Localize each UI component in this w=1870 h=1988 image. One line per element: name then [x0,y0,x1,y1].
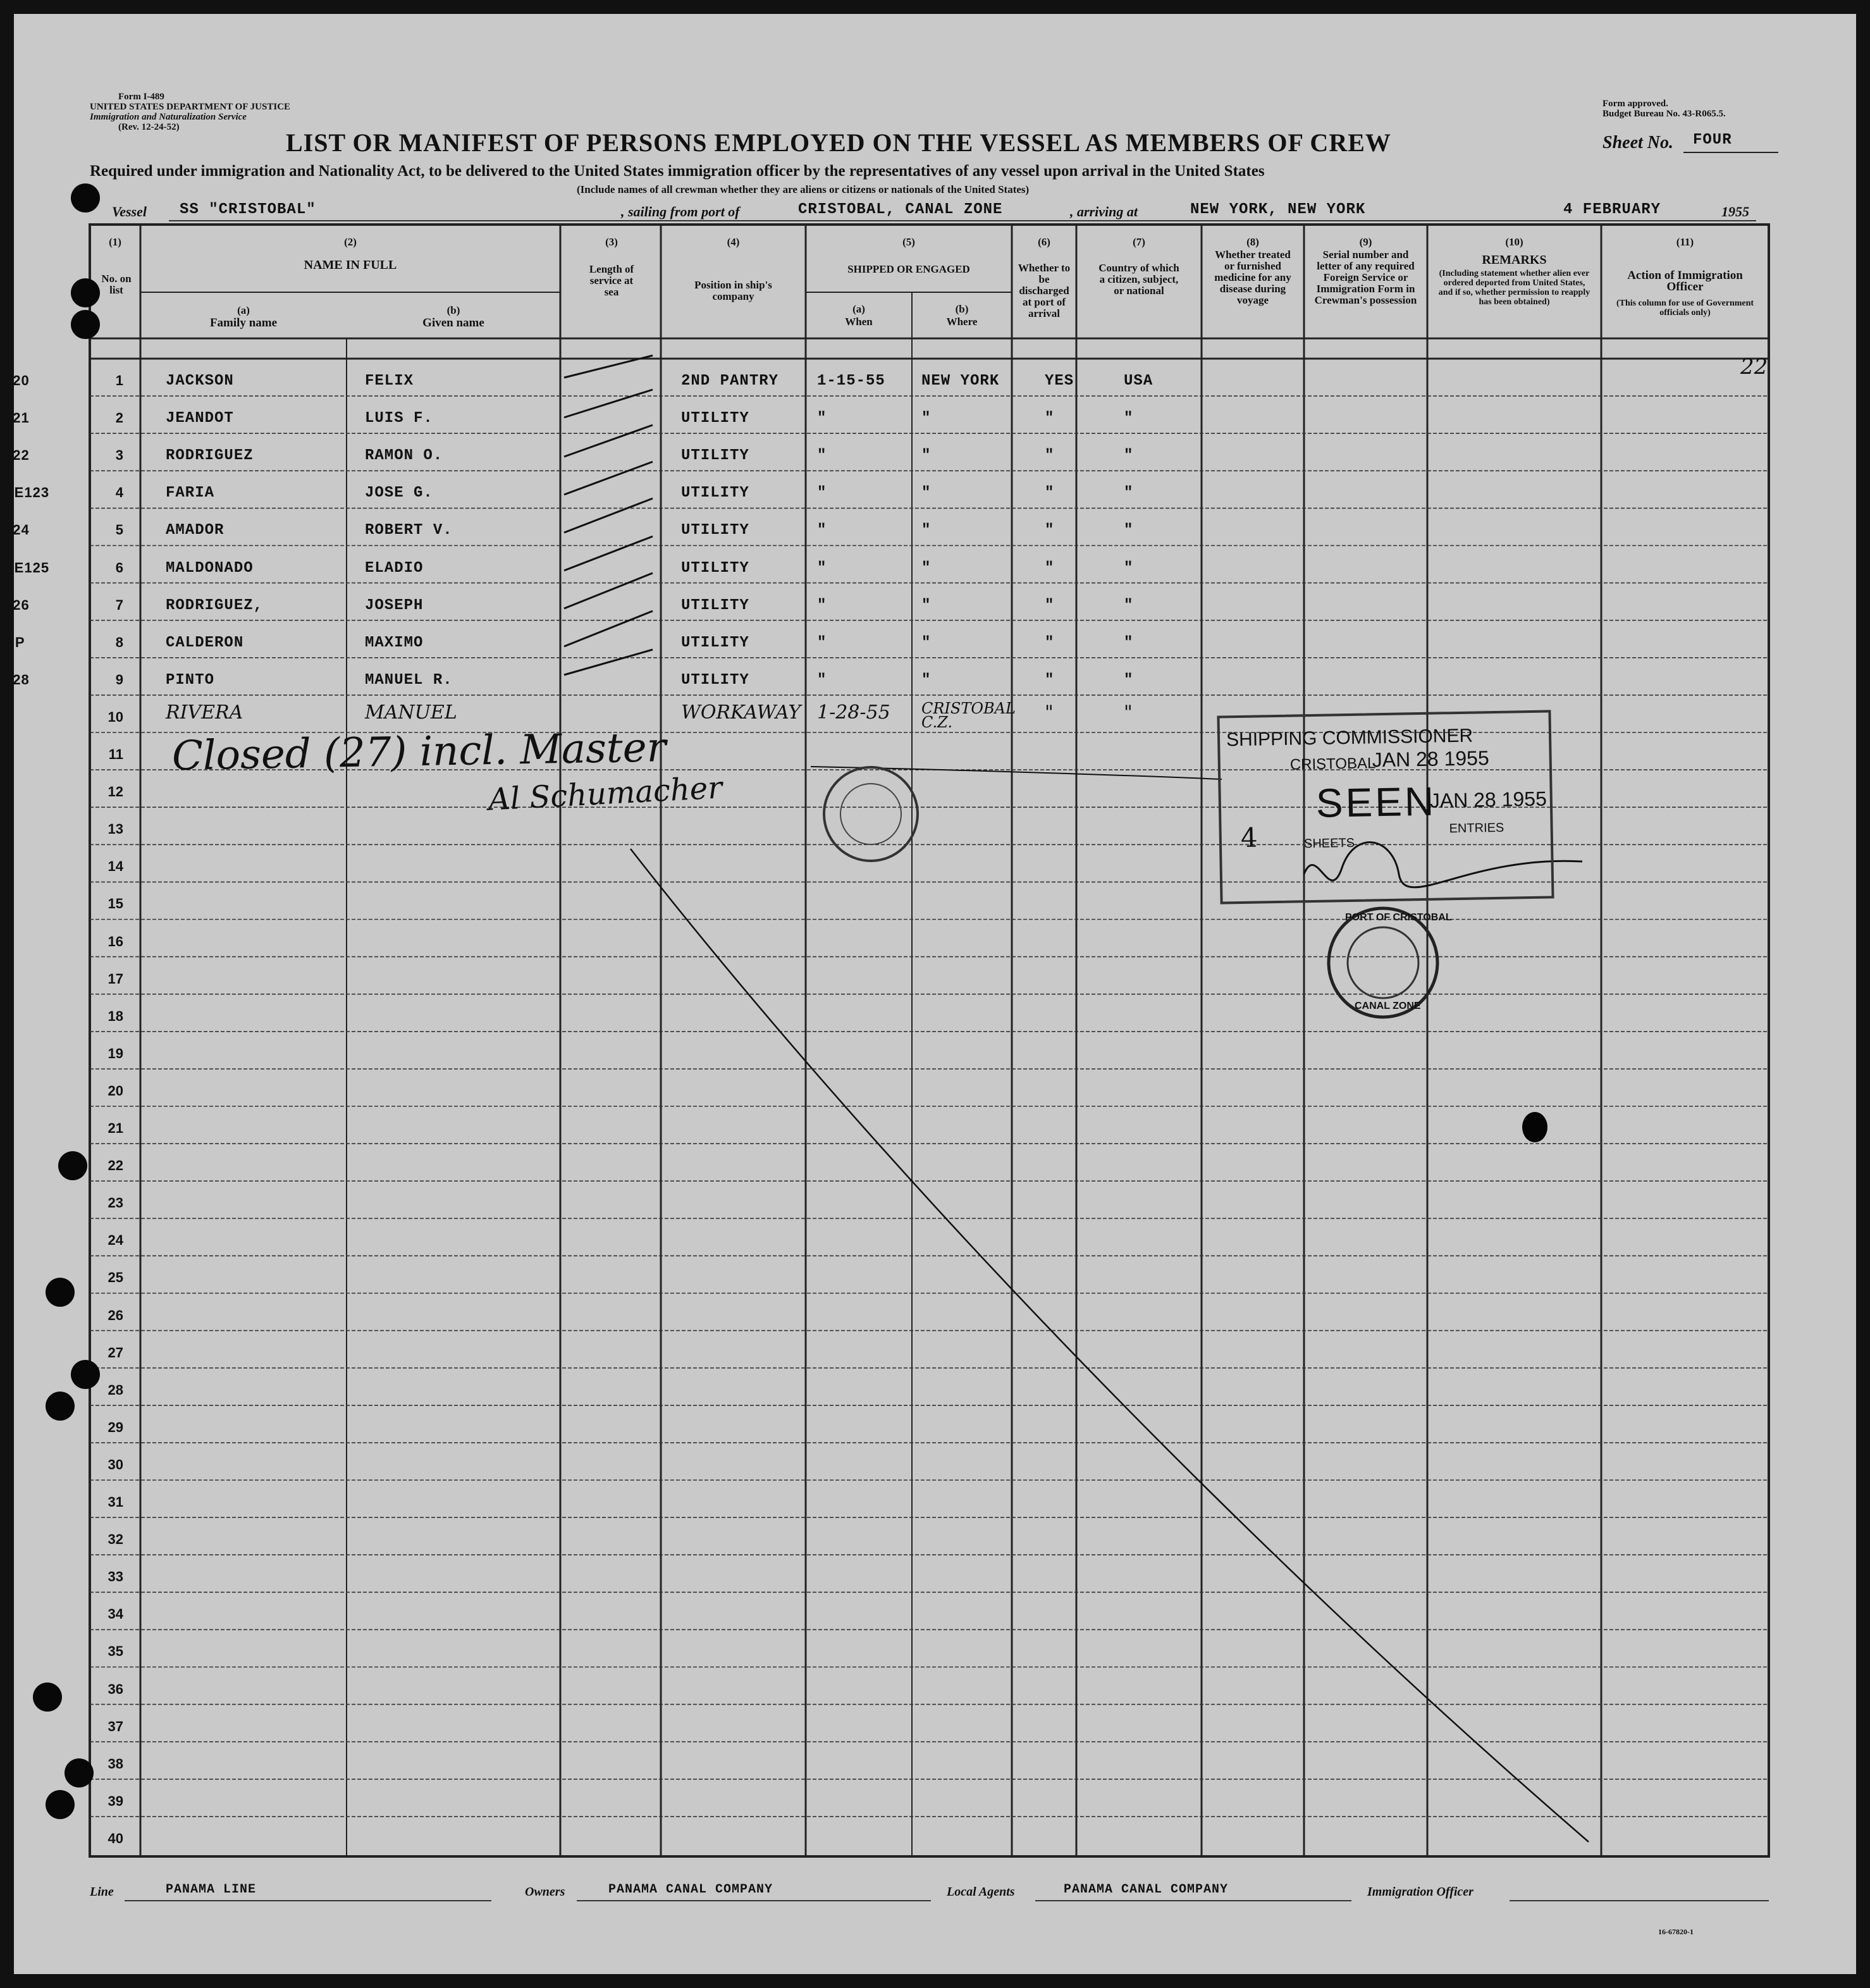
margin-number: NP [4,634,25,650]
punch-hole [46,1790,75,1819]
page-title: LIST OR MANIFEST OF PERSONS EMPLOYED ON THE VESSEL AS MEMBERS OF CREW [286,128,1391,157]
margin-number: 128 [4,671,30,688]
vessel-label: Vessel [112,204,147,219]
position: UTILITY [681,522,749,540]
include-note: (Include names of all crewman whether they are aliens or citizens or nationals of the United States) [577,183,1030,195]
shipped-where: " [921,522,932,540]
family-name: FARIA [166,485,215,502]
footer-agents-label: Local Agents [947,1885,1015,1899]
stamp-sheets-count: 4 [1240,822,1258,854]
position: UTILITY [681,447,749,465]
footer-owners-underline [577,1900,931,1901]
col5b-number: (b) [955,303,969,315]
margin-number: 124 [4,522,30,538]
given-name: ROBERT V. [365,522,453,540]
row-number: 18 [108,1008,123,1024]
punch-hole [71,1360,100,1389]
row-number: 31 [108,1494,123,1510]
col5a-header: When [845,316,873,328]
discharge: " [1045,559,1055,577]
row-number: 29 [108,1419,123,1435]
row-number: 37 [108,1718,123,1734]
discharge: " [1045,671,1055,689]
seal-1 [817,760,925,868]
col9-number: (9) [1359,236,1372,248]
footer-owners-value: PANAMA CANAL COMPANY [608,1882,773,1897]
country: " [1124,522,1134,540]
given-name: JOSE G. [365,485,433,502]
position: WORKAWAY [681,701,801,724]
position: UTILITY [681,596,749,614]
given-name: LUIS F. [365,410,433,428]
col11-header: Action of Immigration Officer [1627,269,1743,293]
sheet-number: FOUR [1693,132,1732,149]
row-number: 28 [108,1381,123,1398]
margin-number: 126 [4,596,30,613]
row-number: 36 [108,1681,123,1697]
position: UTILITY [681,410,749,428]
col2b-number: (b) [446,304,460,316]
shipped-when: " [817,410,827,428]
row-number: 9 [115,671,123,688]
given-name: MAXIMO [365,634,424,651]
seal-text2: CANAL ZONE [1355,1001,1421,1011]
col5-header: SHIPPED OR ENGAGED [847,263,970,275]
family-name: PINTO [166,671,215,689]
agency-line1: UNITED STATES DEPARTMENT OF JUSTICE [90,102,291,112]
row-number: 34 [108,1606,123,1622]
row-number: 6 [115,559,123,576]
position: UTILITY [681,559,749,577]
row-number: 20 [108,1082,123,1099]
punch-hole [71,310,100,339]
footer-agents-underline [1035,1900,1351,1901]
sheet-label: Sheet No. [1602,133,1673,152]
country: " [1124,559,1134,577]
stamp-date2: JAN 28 1955 [1429,787,1547,812]
shipped-where: " [921,671,932,689]
row-number: 16 [108,933,123,949]
punch-hole [46,1278,75,1307]
footer-owners-label: Owners [525,1885,565,1899]
row-number: 3 [115,447,123,464]
sailing-label: , sailing from port of [621,204,740,219]
given-name: FELIX [365,373,414,390]
shipped-where: NEW YORK [921,373,1000,390]
col11-number: (11) [1676,236,1694,248]
shipped-when: " [817,485,827,502]
seal-text1: PORT OF CRISTOBAL [1345,912,1452,923]
col4-header: Position in ship's company [694,279,772,302]
row-number: 12 [108,784,123,800]
country: USA [1124,373,1153,390]
stamp-entries: ENTRIES [1449,820,1504,836]
footer-officer-label: Immigration Officer [1367,1885,1473,1899]
row-number: 22 [108,1158,123,1174]
shipped-where: CRISTOBAL C.Z. [921,699,1016,731]
position: UTILITY [681,485,749,502]
corner-mark: 22 [1740,354,1768,380]
arrival-date: 4 FEBRUARY [1563,201,1661,218]
col10-note: (Including statement whether alien ever ordered deported from United States, and if so, whether permission to reapply has been obtained) [1438,269,1590,307]
shipped-when: " [817,596,827,614]
form-revision: (Rev. 12-24-52) [118,122,180,132]
margin-number: PE125 [4,559,50,576]
row-number: 27 [108,1344,123,1361]
row-number: 17 [108,970,123,987]
row-number: 11 [108,746,123,762]
col5-number: (5) [902,236,915,248]
stamp-seen: SEEN [1315,778,1437,826]
col3-number: (3) [605,236,618,248]
col2a-header: Family name [209,316,278,330]
footer-agents-value: PANAMA CANAL COMPANY [1064,1882,1229,1897]
position: UTILITY [681,634,749,651]
shipped-where: " [921,485,932,502]
shipped-when: " [817,671,827,689]
family-name: JEANDOT [166,410,234,428]
family-name: JACKSON [166,373,234,390]
given-name: RAMON O. [365,447,443,465]
stamp-date: JAN 28 1955 [1372,746,1489,772]
shipped-where: " [921,596,932,614]
shipped-when: " [817,559,827,577]
budget-number: Budget Bureau No. 43-R065.5. [1602,109,1726,119]
country: " [1124,447,1134,465]
row-number: 26 [108,1307,123,1323]
discharge: " [1045,634,1055,651]
arriving-label: , arriving at [1070,204,1138,219]
position: UTILITY [681,671,749,689]
stamp-line2: CRISTOBAL [1289,755,1376,774]
row-number: 14 [108,858,123,875]
row-number: 30 [108,1456,123,1472]
port-to: NEW YORK, NEW YORK [1190,201,1366,218]
page-subtitle: Required under immigration and Nationality Act, to be delivered to the United States immigration officer by the representatives of any vessel upon arrival in the United States [90,163,1265,180]
col6-header: Whether to be discharged at port of arrival [1018,262,1071,319]
col3-header: Length of service at sea [589,263,634,298]
row-number: 32 [108,1531,123,1548]
given-name: ELADIO [365,559,424,577]
family-name: RIVERA [166,701,243,724]
row-number: 1 [115,373,123,388]
footer-officer-underline [1510,1900,1769,1901]
discharge: " [1045,596,1055,614]
country: " [1124,596,1134,614]
col7-header: Country of which a citizen, subject, or national [1098,262,1179,297]
discharge: " [1045,522,1055,540]
row-number: 7 [115,596,123,613]
form-number: Form I-489 [118,92,164,102]
row-number: 21 [108,1120,123,1136]
col11-note: (This column for use of Government officials only) [1616,299,1754,318]
row-number: 40 [108,1830,123,1846]
shipped-where: " [921,410,932,428]
shipped-when: " [817,634,827,651]
form-approved: Form approved. [1602,99,1668,109]
col6-number: (6) [1038,236,1050,248]
family-name: AMADOR [166,522,225,540]
given-name: MANUEL [365,701,457,724]
discharge: " [1045,485,1055,502]
col8-number: (8) [1246,236,1259,248]
punch-hole [71,183,100,213]
port-from: CRISTOBAL, CANAL ZONE [798,201,1003,218]
country: " [1124,634,1134,651]
row-number: 39 [108,1793,123,1809]
given-name: MANUEL R. [365,671,453,689]
col10-header: REMARKS [1482,253,1547,267]
row-number: 25 [108,1269,123,1286]
col7-number: (7) [1133,236,1145,248]
family-name: RODRIGUEZ [166,447,254,465]
row-number: 13 [108,821,123,837]
closed-note: Closed (27) incl. Master [171,724,667,780]
manifest-sheet [4,14,1856,1974]
col2-header: NAME IN FULL [304,258,397,272]
margin-number: 122 [4,447,30,464]
shipped-when: " [817,447,827,465]
col2-number: (2) [344,236,357,248]
row-number: 24 [108,1232,123,1249]
col2b-header: Given name [422,316,484,330]
shipped-when: 1-28-55 [817,701,890,724]
country: " [1124,410,1134,428]
shipped-when: 1-15-55 [817,373,885,390]
country: " [1124,485,1134,502]
shipping-commissioner-stamp [1217,710,1554,904]
row-number: 15 [108,896,123,912]
punch-hole [33,1682,62,1712]
country: " [1124,671,1134,689]
position: 2ND PANTRY [681,373,779,390]
margin-number: 121 [4,410,30,426]
discharge: " [1045,701,1054,724]
footer-line-value: PANAMA LINE [166,1882,257,1897]
discharge: " [1045,447,1055,465]
signature: Al Schumacher [487,770,723,818]
col10-number: (10) [1505,236,1523,248]
col1-header: No. on list [101,273,132,296]
country: " [1124,701,1133,724]
shipped-when: " [817,522,827,540]
shipped-where: " [921,634,932,651]
col2a-number: (a) [237,304,250,316]
family-name: CALDERON [166,634,244,651]
col5b-header: Where [946,316,978,328]
shipped-where: " [921,447,932,465]
print-code: 16-67820-1 [1658,1927,1694,1936]
family-name: RODRIGUEZ, [166,596,264,614]
row-number: 2 [115,410,123,426]
row-number: 4 [115,485,123,501]
punch-hole [46,1392,75,1421]
col1-number: (1) [109,236,121,248]
punch-hole [65,1758,94,1787]
stamp-sheets: SHEETS [1303,836,1355,851]
discharge: YES [1045,373,1074,390]
given-name: JOSEPH [365,596,424,614]
punch-hole [58,1151,87,1180]
row-number: 33 [108,1569,123,1585]
stamp-line1: SHIPPING COMMISSIONER [1226,725,1473,751]
row-number: 35 [108,1643,123,1660]
col5a-number: (a) [852,303,865,315]
discharge: " [1045,410,1055,428]
shipped-where: " [921,559,932,577]
vessel-name: SS "CRISTOBAL" [180,201,316,218]
margin-number: 120 [4,373,30,388]
agency-line2: Immigration and Naturalization Service [90,112,247,122]
row-number: 23 [108,1195,123,1211]
arrival-year: 1955 [1721,204,1749,219]
row-number: 5 [115,522,123,538]
row-number: 8 [115,634,123,650]
col4-number: (4) [727,236,740,248]
col8-header: Whether treated or furnished medicine for any disease during voyage [1214,249,1291,306]
footer-line-underline [125,1900,491,1901]
footer-line-label: Line [90,1885,114,1899]
row-number: 19 [108,1045,123,1061]
row-number: 10 [108,708,123,725]
row-number: 38 [108,1755,123,1772]
col9-header: Serial number and letter of any required Foreign Service or Immigration Form in Crewman's possession [1314,249,1417,306]
punch-hole [71,278,100,307]
margin-number: PE123 [4,485,50,501]
family-name: MALDONADO [166,559,254,577]
